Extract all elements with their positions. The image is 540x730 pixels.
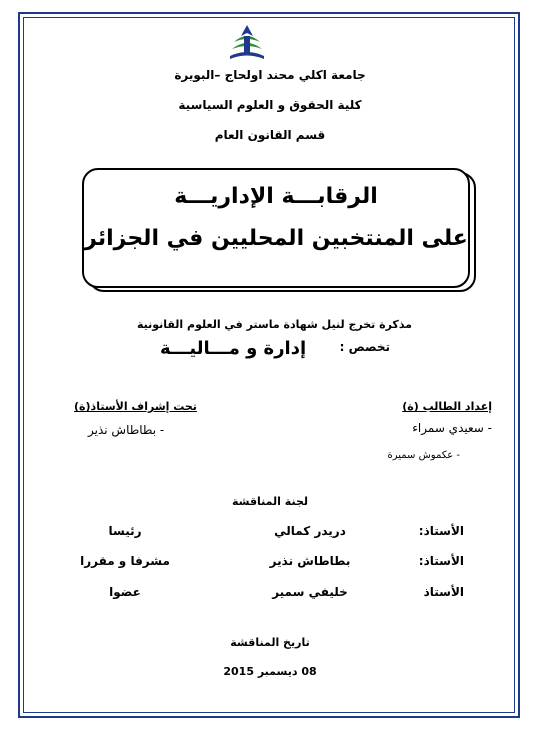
defense-date-label: تاريخ المناقشة [230, 636, 310, 649]
committee-member-label: الأستاذ: [418, 524, 464, 538]
memo-description: مذكرة تخرج لنيل شهادة ماستر في العلوم القانونية [136, 318, 412, 331]
university-logo [226, 22, 268, 62]
specialty-label: تخصص : [339, 340, 390, 354]
committee-member-role: مشرفا و مقررا [80, 554, 170, 568]
committee-title: لجنة المناقشة [231, 495, 308, 508]
page-border-inner [23, 17, 515, 713]
committee-member-label: الأستاذ [423, 585, 464, 599]
committee-member-name: دريدر كمالي [274, 524, 346, 538]
committee-member-name: خليفي سمير [272, 585, 348, 599]
defense-date: 08 ديسمبر 2015 [223, 665, 317, 678]
committee-member-label: الأستاذ: [418, 554, 464, 568]
thesis-title-line1: الرقابـــة الإداريـــة [174, 184, 378, 209]
committee-member-name: بطاطاش نذير [269, 554, 351, 568]
committee-member-role: رئيسا [108, 524, 142, 538]
student-name-1: - سعيدي سمراء [412, 421, 492, 435]
supervisor-label: تحت إشراف الأستاذ(ة) [74, 400, 197, 413]
supervisor-name: - بطاطاش نذير [88, 423, 165, 437]
university-name: جامعة اكلي محند اولحاج –البويرة [174, 68, 366, 82]
faculty-name: كلية الحقوق و العلوم السياسية [178, 98, 362, 112]
student-name-2: - عكموش سميرة [387, 450, 460, 461]
specialty-value: إدارة و مـــاليـــة [160, 338, 307, 359]
committee-member-role: عضوا [109, 585, 141, 599]
students-label: إعداد الطالب (ة) [402, 400, 492, 413]
department-name: قسم القانون العام [214, 128, 326, 142]
thesis-title-line2: على المنتخبين المحليين في الجزائر [84, 226, 468, 251]
